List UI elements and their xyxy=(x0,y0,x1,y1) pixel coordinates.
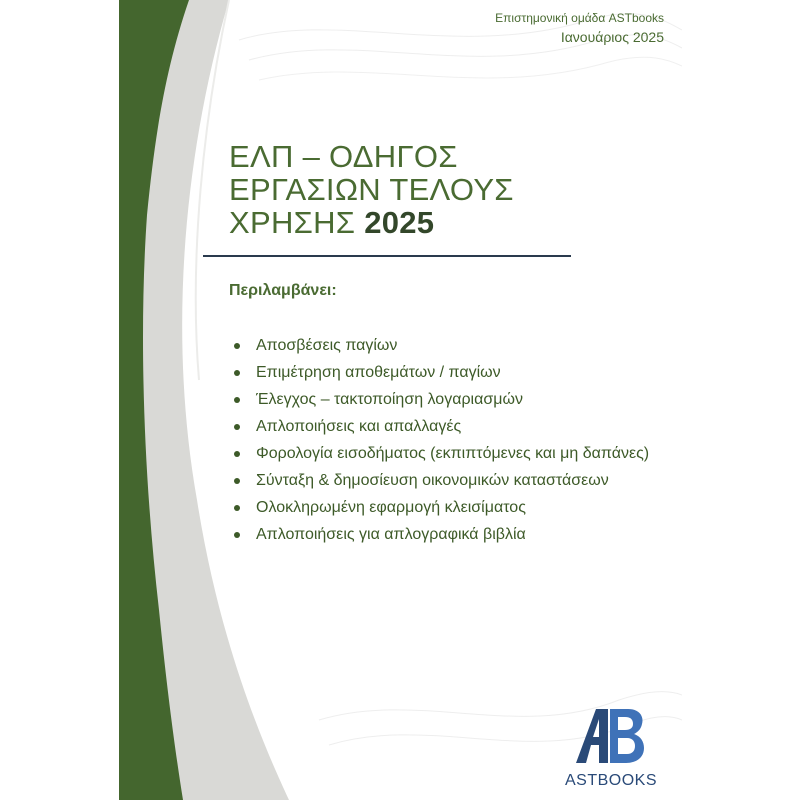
list-item-text: Ολοκληρωμένη εφαρμογή κλεισίματος xyxy=(256,499,526,516)
list-item-text: Απλοποιήσεις και απαλλαγές xyxy=(256,418,462,435)
author-team: Επιστημονική ομάδα ASTbooks xyxy=(495,11,664,25)
bullet-icon xyxy=(234,424,240,430)
list-item-text: Σύνταξη & δημοσίευση οικονομικών καταστάσεων xyxy=(256,472,609,489)
title-line-3-prefix: ΧΡΗΣΗΣ xyxy=(229,205,356,240)
list-item xyxy=(231,332,651,359)
contents-list xyxy=(231,332,651,548)
list-item xyxy=(231,521,651,548)
list-item-text: Αποσβέσεις παγίων xyxy=(256,337,398,354)
list-item-text: Επιμέτρηση αποθεμάτων / παγίων xyxy=(256,364,501,381)
book-cover xyxy=(119,0,682,800)
title-year: 2025 xyxy=(364,205,435,240)
bullet-icon xyxy=(234,478,240,484)
list-item xyxy=(231,386,651,413)
top-wave-lines-3 xyxy=(259,57,682,80)
cover-title xyxy=(229,140,589,239)
logo-wordmark: ASTBOOKS xyxy=(565,772,658,789)
title-line-2: ΕΡΓΑΣΙΩΝ ΤΕΛΟΥΣ xyxy=(229,172,514,207)
title-line-3 xyxy=(229,206,589,239)
title-line-1: ΕΛΠ – ΟΔΗΓΟΣ xyxy=(229,139,458,174)
list-item-text: Απλοποιήσεις για απλογραφικά βιβλία xyxy=(256,526,526,543)
list-item-text: Έλεγχος – τακτοποίηση λογαριασμών xyxy=(256,391,523,408)
list-item xyxy=(231,359,651,386)
list-item xyxy=(231,494,651,521)
contents-label: Περιλαμβάνει: xyxy=(229,282,337,299)
header-meta xyxy=(495,10,664,47)
ab-logo-mark-icon xyxy=(572,707,648,765)
list-item-text: Φορολογία εισοδήματος (εκπιπτόμενες και μη δαπάνες) xyxy=(256,445,650,462)
list-item xyxy=(231,467,651,494)
bullet-icon xyxy=(234,451,240,457)
list-item xyxy=(231,413,651,440)
bullet-icon xyxy=(234,397,240,403)
list-item xyxy=(231,440,651,467)
bullet-icon xyxy=(234,343,240,349)
bullet-icon xyxy=(234,532,240,538)
astbooks-logo xyxy=(565,707,658,790)
title-divider xyxy=(203,255,571,257)
publication-date: Ιανουάριος 2025 xyxy=(560,29,664,45)
bullet-icon xyxy=(234,370,240,376)
bullet-icon xyxy=(234,505,240,511)
